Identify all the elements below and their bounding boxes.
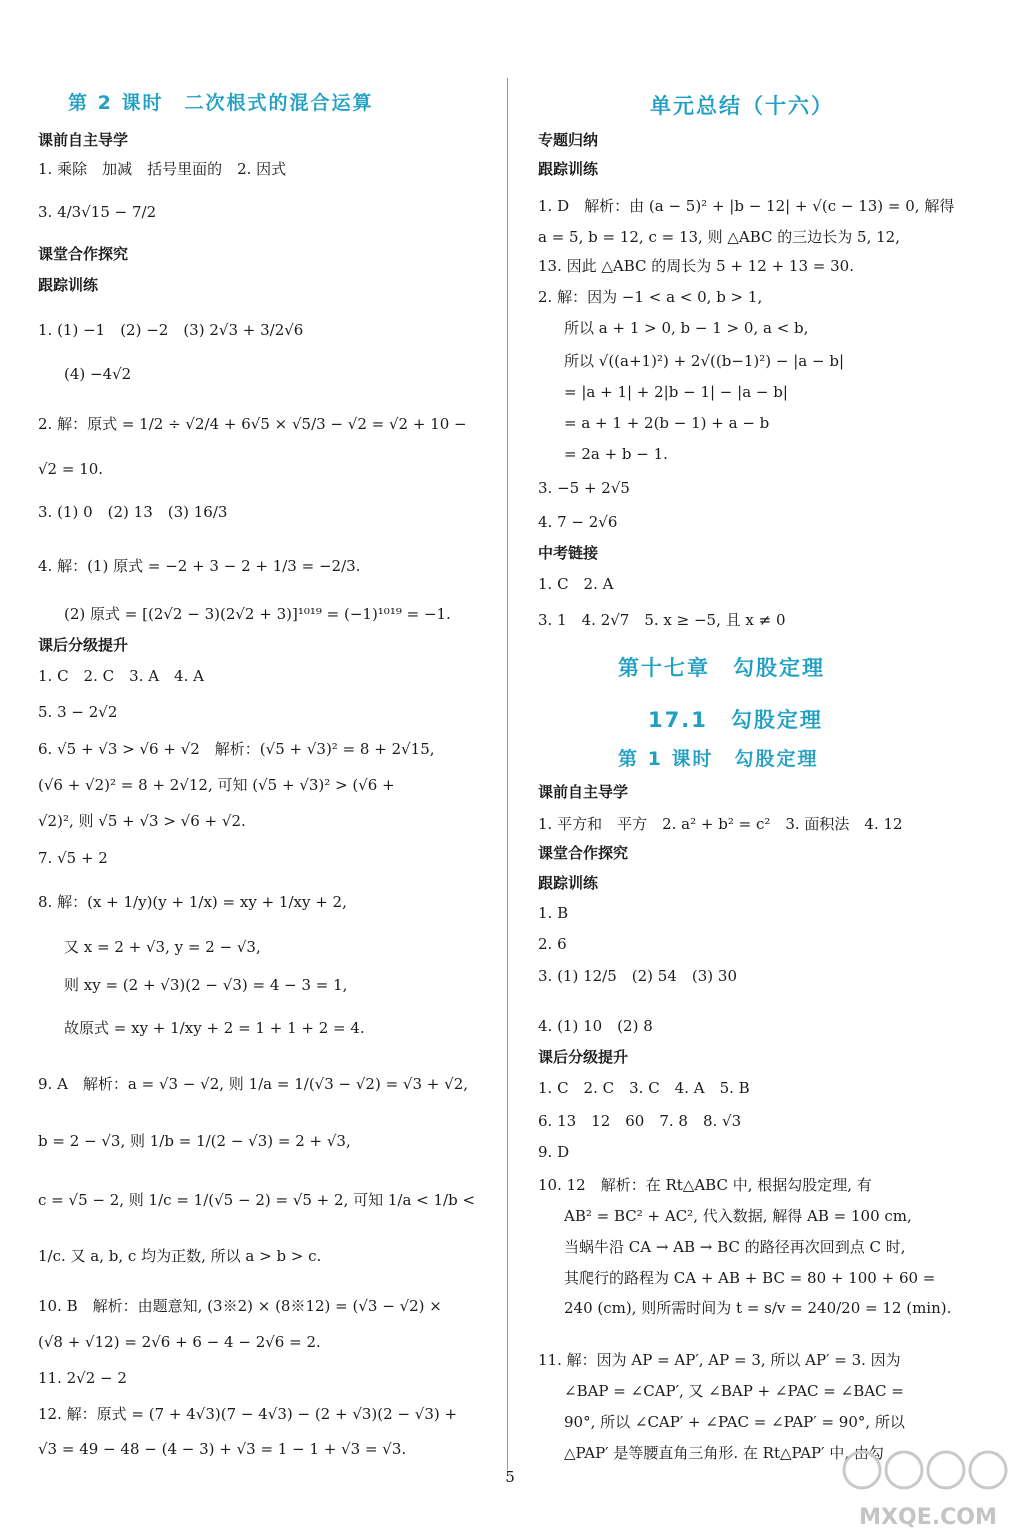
answer-line: (√8 + √12) = 2√6 + 6 − 4 − 2√6 = 2. xyxy=(38,1333,321,1351)
answer-line: √2 = 10. xyxy=(38,460,104,478)
answer-line: a = 5, b = 12, c = 13, 则 △ABC 的三边长为 5, 12, xyxy=(538,228,900,246)
answer-line: 13. 因此 △ABC 的周长为 5 + 12 + 13 = 30. xyxy=(538,257,854,275)
answer-line: 6. √5 + √3 > √6 + √2 解析：(√5 + √3)² = 8 + 2√15, xyxy=(38,740,435,758)
answer-line: 2. 6 xyxy=(538,935,567,953)
section-heading: 跟踪训练 xyxy=(538,160,599,178)
section-heading: 专题归纳 xyxy=(538,131,599,149)
section-heading: 课前自主导学 xyxy=(538,783,629,801)
answer-line: 3. (1) 0 (2) 13 (3) 16/3 xyxy=(38,503,228,521)
answer-line: 则 xy = (2 + √3)(2 − √3) = 4 − 3 = 1, xyxy=(64,976,348,994)
answer-line: 9. A 解析：a = √3 − √2, 则 1/a = 1/(√3 − √2) = √3 + √2, xyxy=(38,1075,469,1093)
answer-line: 1. (1) −1 (2) −2 (3) 2√3 + 3/2√6 xyxy=(38,321,304,339)
answer-line: 所以 √((a+1)²) + 2√((b−1)²) − |a − b| xyxy=(564,352,845,370)
answer-line: 所以 a + 1 > 0, b − 1 > 0, a < b, xyxy=(564,319,809,337)
answer-line: 5. 3 − 2√2 xyxy=(38,703,118,721)
answer-line: 10. 12 解析：在 Rt△ABC 中, 根据勾股定理, 有 xyxy=(538,1176,872,1194)
section-heading: 课后分级提升 xyxy=(38,636,129,654)
answer-line: 当蜗牛沿 CA → AB → BC 的路径再次回到点 C 时, xyxy=(564,1238,906,1256)
column-divider xyxy=(507,78,508,1470)
answer-line: 240 (cm), 则所需时间为 t = s/v = 240/20 = 12 (min). xyxy=(564,1299,952,1317)
answer-line: b = 2 − √3, 则 1/b = 1/(2 − √3) = 2 + √3, xyxy=(38,1132,351,1150)
answer-line: 4. (1) 10 (2) 8 xyxy=(538,1017,653,1035)
answer-line: 1. 乘除 加减 括号里面的 2. 因式 xyxy=(38,160,287,178)
answer-line: (2) 原式 = [(2√2 − 3)(2√2 + 3)]¹⁰¹⁹ = (−1)¹⁰¹⁹ = −1. xyxy=(64,605,451,623)
answer-line: 其爬行的路程为 CA + AB + BC = 80 + 100 + 60 = xyxy=(564,1269,936,1287)
answer-line: 12. 解：原式 = (7 + 4√3)(7 − 4√3) − (2 + √3)(2 − √3) + xyxy=(38,1405,458,1423)
answer-line: 11. 解：因为 AP = AP′, AP = 3, 所以 AP′ = 3. 因为 xyxy=(538,1351,901,1369)
answer-line: 2. 解：原式 = 1/2 ÷ √2/4 + 6√5 × √5/3 − √2 = √2 + 10 − xyxy=(38,415,467,433)
answer-line: 1. C 2. C 3. C 4. A 5. B xyxy=(538,1079,750,1097)
answer-line: = a + 1 + 2(b − 1) + a − b xyxy=(564,414,770,432)
watermark-logo xyxy=(838,1440,1018,1532)
answer-line: (√6 + √2)² = 8 + 2√12, 可知 (√5 + √3)² > (√6 + xyxy=(38,776,395,794)
answer-line: 2. 解：因为 −1 < a < 0, b > 1, xyxy=(538,288,763,306)
answer-line: 故原式 = xy + 1/xy + 2 = 1 + 1 + 2 = 4. xyxy=(64,1019,365,1037)
section-heading: 课后分级提升 xyxy=(538,1048,629,1066)
answer-line: 又 x = 2 + √3, y = 2 − √3, xyxy=(64,938,261,956)
answer-line: △PAP′ 是等腰直角三角形. 在 Rt△PAP′ 中, 由勾 xyxy=(564,1444,884,1462)
section-heading: 跟踪训练 xyxy=(538,874,599,892)
lesson-title-2: 第 2 课时 二次根式的混合运算 xyxy=(68,92,374,114)
answer-line: 7. √5 + 2 xyxy=(38,849,108,867)
chapter-title: 第十七章 勾股定理 xyxy=(618,656,825,680)
unit-summary-title: 单元总结（十六） xyxy=(650,94,834,118)
page-number: 5 xyxy=(505,1468,515,1486)
answer-line: 3. 1 4. 2√7 5. x ≥ −5, 且 x ≠ 0 xyxy=(538,611,786,629)
answer-line: 1. C 2. A xyxy=(538,575,614,593)
answer-line: √3 = 49 − 48 − (4 − 3) + √3 = 1 − 1 + √3 = √3. xyxy=(38,1440,407,1458)
answer-line: 1. C 2. C 3. A 4. A xyxy=(38,667,204,685)
section-heading: 跟踪训练 xyxy=(38,276,99,294)
answer-line: 6. 13 12 60 7. 8 8. √3 xyxy=(538,1112,742,1130)
section-heading: 课堂合作探究 xyxy=(538,844,629,862)
answer-line: 3. −5 + 2√5 xyxy=(538,479,630,497)
answer-line: 3. (1) 12/5 (2) 54 (3) 30 xyxy=(538,967,737,985)
lesson-title-1: 第 1 课时 勾股定理 xyxy=(618,748,819,770)
answer-line: √2)², 则 √5 + √3 > √6 + √2. xyxy=(38,812,246,830)
answer-line: 9. D xyxy=(538,1143,570,1161)
answer-line: 90°, 所以 ∠CAP′ + ∠PAC = ∠PAP′ = 90°, 所以 xyxy=(564,1413,905,1431)
answer-line: 10. B 解析：由题意知, (3※2) × (8※12) = (√3 − √2) × xyxy=(38,1297,442,1315)
answer-line: AB² = BC² + AC², 代入数据, 解得 AB = 100 cm, xyxy=(564,1207,912,1225)
answer-line: = 2a + b − 1. xyxy=(564,445,668,463)
answer-line: 4. 7 − 2√6 xyxy=(538,513,618,531)
section-heading: 课前自主导学 xyxy=(38,131,129,149)
answer-line: 1. B xyxy=(538,904,569,922)
answer-line: (4) −4√2 xyxy=(64,365,132,383)
answer-line: = |a + 1| + 2|b − 1| − |a − b| xyxy=(564,383,788,401)
section-title: 17.1 勾股定理 xyxy=(648,708,823,732)
answer-line: 1. 平方和 平方 2. a² + b² = c² 3. 面积法 4. 12 xyxy=(538,815,903,833)
answer-line: 3. 4/3√15 − 7/2 xyxy=(38,203,157,221)
watermark-text: MXQE.COM xyxy=(859,1505,997,1530)
answer-line: ∠BAP = ∠CAP′, 又 ∠BAP + ∠PAC = ∠BAC = xyxy=(564,1382,904,1400)
answer-line: 4. 解：(1) 原式 = −2 + 3 − 2 + 1/3 = −2/3. xyxy=(38,557,361,575)
section-heading: 中考链接 xyxy=(538,544,599,562)
answer-line: c = √5 − 2, 则 1/c = 1/(√5 − 2) = √5 + 2, 可知 1/a < 1/b < xyxy=(38,1191,476,1209)
answer-line: 11. 2√2 − 2 xyxy=(38,1369,127,1387)
answer-line: 1/c. 又 a, b, c 均为正数, 所以 a > b > c. xyxy=(38,1247,322,1265)
section-heading: 课堂合作探究 xyxy=(38,245,129,263)
answer-line: 1. D 解析：由 (a − 5)² + |b − 12| + √(c − 13) = 0, 解得 xyxy=(538,197,955,215)
answer-line: 8. 解：(x + 1/y)(y + 1/x) = xy + 1/xy + 2, xyxy=(38,893,347,911)
